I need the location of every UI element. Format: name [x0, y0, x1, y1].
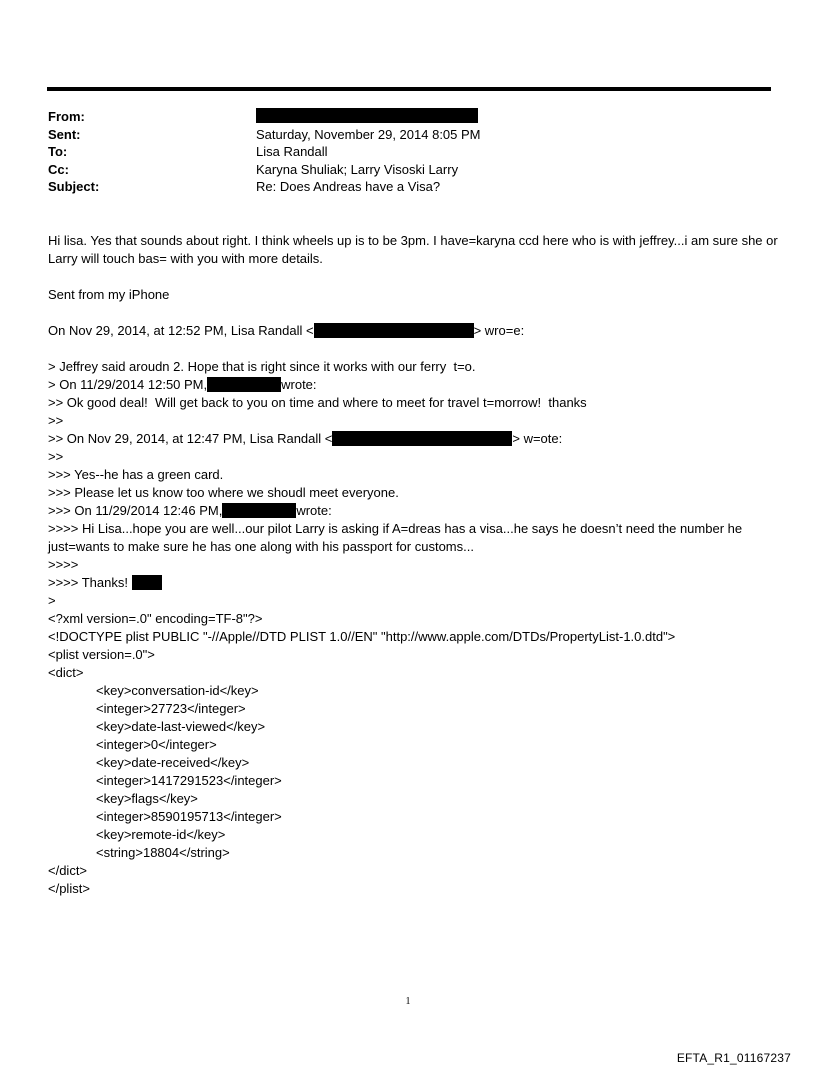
plist-line: <!DOCTYPE plist PUBLIC "-//Apple//DTD PLIST 1.0//EN" "http://www.apple.com/DTDs/PropertyList-1.0.dtd"> [48, 629, 676, 644]
quote-line: >>> Please let us know too where we shoudl meet everyone. [48, 485, 399, 500]
from-label: From: [48, 109, 85, 124]
to-label: To: [48, 144, 68, 160]
plist-line: </plist> [48, 881, 90, 896]
to-value: Lisa Randall [256, 144, 328, 160]
plist-line: <key>date-last-viewed</key> [96, 719, 266, 734]
cc-label: Cc: [48, 161, 69, 177]
quote-line: >>>> Hi Lisa...hope you are well...our pilot Larry is asking if A=dreas has a visa...he says he doesn’t need the number he just=wants to make sure he has one along with his passport for customs... [48, 521, 743, 554]
subject-value: Re: Does Andreas have a Visa? [256, 179, 441, 195]
subject-label: Subject: [48, 179, 100, 195]
plist-line: <integer>0</integer> [96, 737, 217, 752]
quote-line: >>>> Thanks! [48, 574, 778, 592]
plist-line: <integer>8590195713</integer> [96, 809, 282, 824]
plist-line: <key>remote-id</key> [96, 827, 226, 842]
plist-line: <integer>1417291523</integer> [96, 773, 282, 788]
quote-line: >> On Nov 29, 2014, at 12:47 PM, Lisa Randall < > w=ote: [48, 431, 563, 446]
plist-line: <dict> [48, 665, 84, 680]
page-number: 1 [405, 996, 411, 1007]
quoted-header-line [48, 322, 778, 340]
redaction-block [256, 108, 478, 123]
header-rule [47, 87, 771, 91]
redaction-block [132, 575, 162, 590]
plist-line: <key>date-received</key> [96, 755, 250, 770]
plist-line: <key>conversation-id</key> [96, 683, 259, 698]
plist-line: <key>flags</key> [96, 791, 198, 806]
redaction-block [332, 431, 512, 446]
email-body [48, 232, 778, 898]
plist-line: </dict> [48, 863, 88, 878]
redaction-block [222, 503, 296, 518]
quoted-header-text: On Nov 29, 2014, at 12:52 PM, Lisa Randall < [48, 323, 314, 338]
quote-line: > Jeffrey said aroudn 2. Hope that is right since it works with our ferry t=o. [48, 359, 476, 374]
plist-line: <integer>27723</integer> [96, 701, 246, 716]
quote-line: >>>> [48, 557, 79, 572]
quote-line: >>> Yes--he has a green card. [48, 467, 224, 482]
sent-value: Saturday, November 29, 2014 8:05 PM [256, 126, 481, 142]
sent-from-line: Sent from my iPhone [48, 287, 170, 302]
redaction-block [207, 377, 281, 392]
plist-line: <?xml version=.0" encoding=TF-8"?> [48, 611, 263, 626]
quote-line: >> [48, 449, 64, 464]
quoted-header-tail: > wro=e: [473, 323, 525, 338]
sent-label: Sent: [48, 126, 81, 142]
quote-line: >>> On 11/29/2014 12:46 PM, wrote: [48, 503, 332, 518]
quote-line: >> Ok good deal! Will get back to you on time and where to meet for travel t=morrow! thanks [48, 395, 587, 410]
from-value [256, 108, 478, 126]
plist-line: <string>18804</string> [96, 845, 230, 860]
bates-number: EFTA_R1_01167237 [676, 1051, 791, 1065]
plist-line: <plist version=.0"> [48, 647, 155, 662]
message-paragraph: Hi lisa. Yes that sounds about right. I think wheels up is to be 3pm. I have=karyna ccd here who is with jeffrey...i am sure she or Larry will touch bas= with you with more details. [48, 233, 778, 266]
redaction-block [314, 323, 474, 338]
quote-line: > [48, 593, 56, 608]
cc-value: Karyna Shuliak; Larry Visoski Larry [256, 161, 459, 177]
quote-line: > On 11/29/2014 12:50 PM, wrote: [48, 377, 317, 392]
quote-line: >> [48, 413, 64, 428]
